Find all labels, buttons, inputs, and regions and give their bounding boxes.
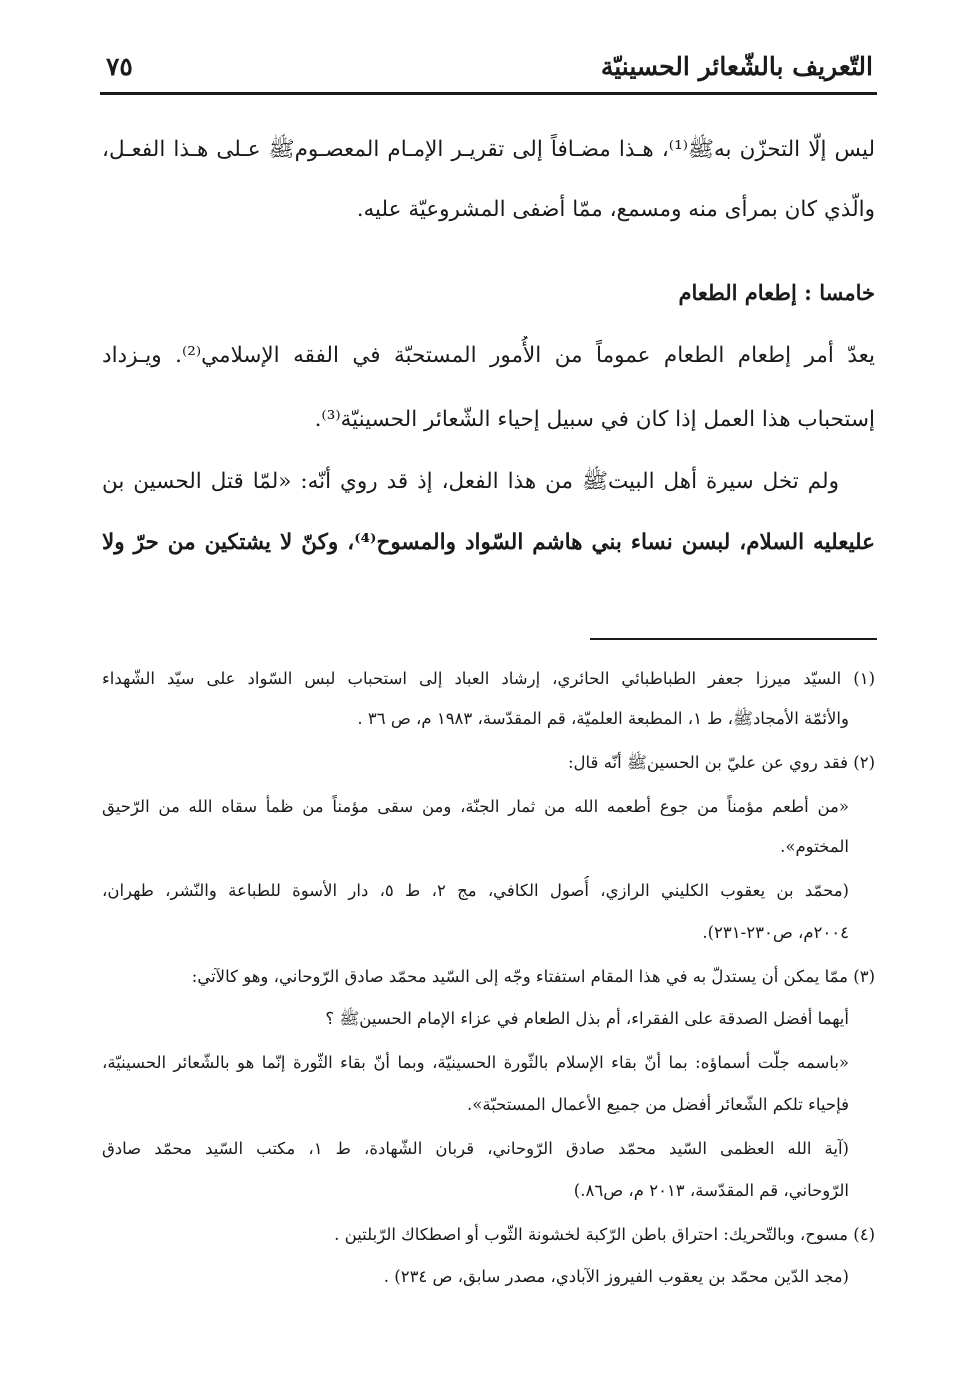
footnote-line: (١) السيّد ميرزا جعفر الطباطبائي الحائري، إرشاد العباد إلى استحباب لبس السّواد على سيّد الشّهداء <box>102 669 875 688</box>
footnote-line: (آية الله العظمى السّيد محمّد صادق الرّوحاني، قربان الشّهادة، ط ١، مكتب السّيد محمّد صادق <box>102 1139 849 1158</box>
footnote-line: (٢) فقد روي عن عليّ بن الحسينﷺ أنّه قال: <box>567 753 875 772</box>
footnote-line: «من أطعم مؤمناً من جوع أطعمه الله من ثمار الجنّة، ومن سقى مؤمناً من ظمأ سقاه الله من الرّحيق <box>102 797 849 816</box>
footnote-line: (مجد الدّين محمّد بن يعقوب الفيروز الآبادي، مصدر سابق، ص ٢٣٤) . <box>383 1267 849 1286</box>
footnote-line: «باسمه جلّت أسماؤه: بما أنّ بقاء الإسلام بالثّورة الحسينيّة، وبما أنّ بقاء الثّورة إنّما هو بالشّعائر الحسينيّة، <box>102 1053 849 1072</box>
body-line: يعدّ أمر إطعام الطعام عموماً من الأُمور المستحبّة في الفقه الإسلامي⁽²⁾. ويـزداد <box>102 343 875 368</box>
body-line: والّذي كان بمرأى منه ومسمع، ممّا أضفى المشروعيّة عليه. <box>356 197 875 222</box>
footnote-line: (٣) ممّا يمكن أن يستدلّ به في هذا المقام استفتاء وجّه إلى السّيد محمّد صادق الرّوحاني، وهو كالآتي: <box>191 967 875 986</box>
running-title: التّعريف بالشّعائر الحسينيّة <box>600 52 873 81</box>
body-line: عليعليه السلام، لبسن نساء بني هاشم السّواد والمسوح⁽⁴⁾، وكنّ لا يشتكين من حرّ ولا <box>102 530 875 555</box>
body-line: ليس إلّا التحزّن بهﷺ⁽¹⁾، هـذا مضـافاً إلى تقريـر الإمـام المعصـومﷺ عـلى هـذا الفعـل، <box>102 137 875 162</box>
header-rule <box>100 92 877 95</box>
footnote-line: أيهما أفضل الصدقة على الفقراء، أم بذل الطعام في عزاء الإمام الحسينﷺ ؟ <box>325 1009 849 1028</box>
footnote-line: (محمّد بن يعقوب الكليني الرازي، أُصول الكافي، مج ٢، ط ٥، دار الأسوة للطباعة والنّشر، طهران، <box>102 881 849 900</box>
body-line: ولم تخل سيرة أهل البيتﷺ من هذا الفعل، إذ قد روي أنّه: «لمّا قتل الحسين بن <box>102 469 839 494</box>
page-number: ٧٥ <box>106 52 133 81</box>
section-heading: خامسا : إطعام الطعام <box>678 280 875 305</box>
footnote-line: (٤) مسوح، وبالتّحريك: احتراق باطن الرّكبة لخشونة الثّوب أو اصطكاك الرّبلتين . <box>334 1225 875 1244</box>
footnote-line: الرّوحاني، قم المقدّسة، ٢٠١٣ م، ص٨٦.) <box>573 1181 849 1200</box>
body-line: إستحباب هذا العمل إذا كان في سبيل إحياء الشّعائر الحسينيّة⁽³⁾. <box>314 407 875 432</box>
footnote-line: والأئمّة الأمجادﷺ، ط ١، المطبعة العلميّة، قم المقدّسة، ١٩٨٣ م، ص ٣٦ . <box>357 709 849 728</box>
footnote-line: فإحياء تلكم الشّعائر أفضل من جميع الأعمال المستحبّة». <box>467 1095 849 1114</box>
footnote-rule <box>590 638 877 640</box>
footnote-line: ٢٠٠٤م، ص٢٣٠-٢٣١). <box>702 923 849 942</box>
page-header <box>100 46 877 90</box>
footnote-line: المختوم». <box>780 837 849 856</box>
